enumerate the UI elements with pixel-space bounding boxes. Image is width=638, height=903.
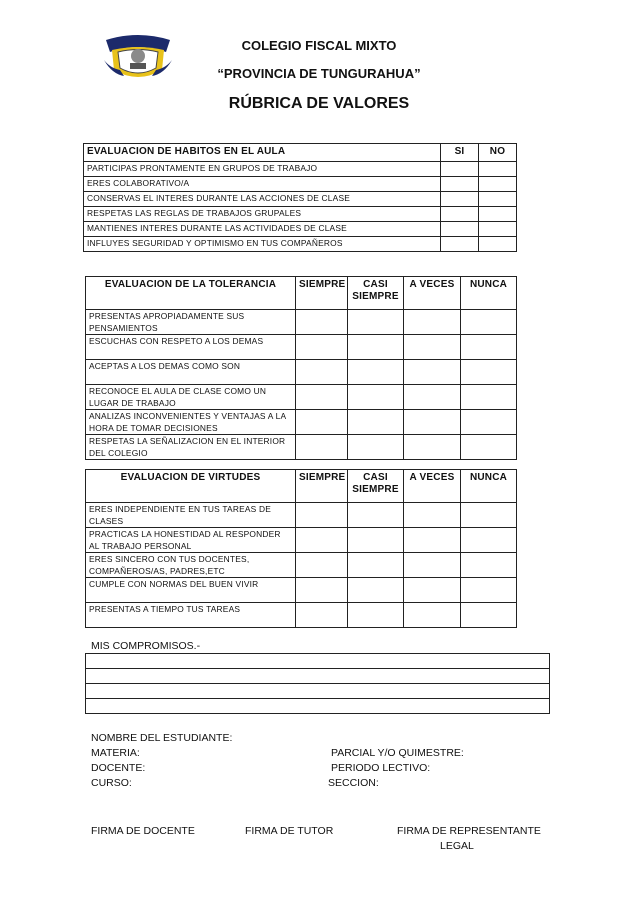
row-label: ERES SINCERO CON TUS DOCENTES, COMPAÑEROS/AS, PADRES,ETC: [86, 553, 296, 578]
teacher-signature: FIRMA DE DOCENTE: [91, 825, 195, 837]
checkbox-cell[interactable]: [296, 503, 348, 528]
checkbox-cell[interactable]: [461, 503, 517, 528]
commitment-line[interactable]: [86, 684, 550, 699]
table-row: [84, 177, 517, 192]
checkbox-cell[interactable]: [296, 578, 348, 603]
commitments-table: [85, 653, 550, 714]
table-row: [86, 310, 517, 335]
checkbox-cell[interactable]: [296, 310, 348, 335]
checkbox-cell[interactable]: [461, 435, 517, 460]
checkbox-cell[interactable]: [404, 360, 461, 385]
table-row: [86, 528, 517, 553]
checkbox-cell[interactable]: [404, 435, 461, 460]
row-label: ERES INDEPENDIENTE EN TUS TAREAS DE CLASES: [86, 503, 296, 528]
checkbox-cell[interactable]: [348, 603, 404, 628]
header-a-veces: A VECES: [404, 470, 461, 503]
subject-field: MATERIA:: [91, 747, 140, 759]
row-label: ERES COLABORATIVO/A: [84, 177, 441, 192]
checkbox-cell[interactable]: [348, 528, 404, 553]
table-row: [86, 385, 517, 410]
checkbox-cell[interactable]: [296, 603, 348, 628]
representative-signature-legal: LEGAL: [440, 840, 474, 852]
checkbox-cell[interactable]: [461, 603, 517, 628]
checkbox-cell[interactable]: [441, 162, 479, 177]
row-label: ESCUCHAS CON RESPETO A LOS DEMAS: [86, 335, 296, 360]
table-row: [86, 435, 517, 460]
checkbox-cell[interactable]: [461, 578, 517, 603]
checkbox-cell[interactable]: [348, 503, 404, 528]
table-row: [84, 222, 517, 237]
table-row: [86, 360, 517, 385]
commitments-label: MIS COMPROMISOS.-: [91, 640, 201, 652]
header-siempre: SIEMPRE: [296, 277, 348, 310]
checkbox-cell[interactable]: [296, 435, 348, 460]
checkbox-cell[interactable]: [461, 410, 517, 435]
header-no: NO: [479, 144, 517, 162]
checkbox-cell[interactable]: [348, 410, 404, 435]
checkbox-cell[interactable]: [479, 162, 517, 177]
commitment-line[interactable]: [86, 669, 550, 684]
tolerance-table: [85, 276, 517, 460]
checkbox-cell[interactable]: [461, 385, 517, 410]
checkbox-cell[interactable]: [404, 503, 461, 528]
section-field: SECCION:: [328, 777, 379, 789]
table-row: [86, 503, 517, 528]
row-label: CONSERVAS EL INTERES DURANTE LAS ACCIONES DE CLASE: [84, 192, 441, 207]
table-row: [86, 553, 517, 578]
checkbox-cell[interactable]: [404, 335, 461, 360]
checkbox-cell[interactable]: [348, 435, 404, 460]
header-nunca: NUNCA: [461, 277, 517, 310]
table-row: [86, 335, 517, 360]
table-row: [86, 410, 517, 435]
checkbox-cell[interactable]: [296, 528, 348, 553]
row-label: PRACTICAS LA HONESTIDAD AL RESPONDER AL TRABAJO PERSONAL: [86, 528, 296, 553]
checkbox-cell[interactable]: [404, 528, 461, 553]
checkbox-cell[interactable]: [461, 553, 517, 578]
row-label: RESPETAS LA SEÑALIZACION EN EL INTERIOR DEL COLEGIO: [86, 435, 296, 460]
checkbox-cell[interactable]: [479, 237, 517, 252]
checkbox-cell[interactable]: [441, 237, 479, 252]
checkbox-cell[interactable]: [404, 553, 461, 578]
checkbox-cell[interactable]: [296, 385, 348, 410]
header-siempre: SIEMPRE: [296, 470, 348, 503]
habits-table: [83, 143, 517, 252]
checkbox-cell[interactable]: [404, 385, 461, 410]
checkbox-cell[interactable]: [479, 222, 517, 237]
checkbox-cell[interactable]: [348, 360, 404, 385]
table-row: [84, 237, 517, 252]
table-row: [84, 192, 517, 207]
row-label: ACEPTAS A LOS DEMAS COMO SON: [86, 360, 296, 385]
checkbox-cell[interactable]: [348, 335, 404, 360]
teacher-field: DOCENTE:: [91, 762, 146, 774]
table-row: [86, 578, 517, 603]
row-label: RESPETAS LAS REGLAS DE TRABAJOS GRUPALES: [84, 207, 441, 222]
row-label: INFLUYES SEGURIDAD Y OPTIMISMO EN TUS COMPAÑEROS: [84, 237, 441, 252]
checkbox-cell[interactable]: [404, 310, 461, 335]
commitment-line[interactable]: [86, 699, 550, 714]
virtues-header: EVALUACION DE VIRTUDES: [86, 470, 296, 503]
checkbox-cell[interactable]: [296, 410, 348, 435]
representative-signature: FIRMA DE REPRESENTANTE: [397, 825, 541, 837]
habits-header: EVALUACION DE HABITOS EN EL AULA: [84, 144, 441, 162]
row-label: ANALIZAS INCONVENIENTES Y VENTAJAS A LA HORA DE TOMAR DECISIONES: [86, 410, 296, 435]
checkbox-cell[interactable]: [404, 603, 461, 628]
tolerance-header: EVALUACION DE LA TOLERANCIA: [86, 277, 296, 310]
checkbox-cell[interactable]: [479, 192, 517, 207]
province-name: “PROVINCIA DE TUNGURAHUA”: [217, 66, 421, 81]
checkbox-cell[interactable]: [348, 385, 404, 410]
partial-field: PARCIAL Y/O QUIMESTRE:: [331, 747, 464, 759]
checkbox-cell[interactable]: [441, 177, 479, 192]
virtues-table: [85, 469, 517, 628]
header-nunca: NUNCA: [461, 470, 517, 503]
checkbox-cell[interactable]: [296, 335, 348, 360]
row-label: RECONOCE EL AULA DE CLASE COMO UN LUGAR DE TRABAJO: [86, 385, 296, 410]
checkbox-cell[interactable]: [479, 207, 517, 222]
checkbox-cell[interactable]: [441, 222, 479, 237]
checkbox-cell[interactable]: [296, 360, 348, 385]
header-a-veces: A VECES: [404, 277, 461, 310]
row-label: PRESENTAS A TIEMPO TUS TAREAS: [86, 603, 296, 628]
checkbox-cell[interactable]: [348, 578, 404, 603]
row-label: MANTIENES INTERES DURANTE LAS ACTIVIDADES DE CLASE: [84, 222, 441, 237]
header-si: SI: [441, 144, 479, 162]
row-label: CUMPLE CON NORMAS DEL BUEN VIVIR: [86, 578, 296, 603]
tutor-signature: FIRMA DE TUTOR: [245, 825, 334, 837]
table-row: [84, 207, 517, 222]
checkbox-cell[interactable]: [296, 553, 348, 578]
checkbox-cell[interactable]: [348, 310, 404, 335]
table-row: [84, 162, 517, 177]
row-label: PRESENTAS APROPIADAMENTE SUS PENSAMIENTOS: [86, 310, 296, 335]
school-name: COLEGIO FISCAL MIXTO: [241, 38, 397, 53]
checkbox-cell[interactable]: [461, 310, 517, 335]
student-field: NOMBRE DEL ESTUDIANTE:: [91, 732, 233, 744]
checkbox-cell[interactable]: [404, 410, 461, 435]
table-row: [86, 603, 517, 628]
checkbox-cell[interactable]: [348, 553, 404, 578]
course-field: CURSO:: [91, 777, 132, 789]
checkbox-cell[interactable]: [461, 335, 517, 360]
checkbox-cell[interactable]: [461, 528, 517, 553]
header-casi-siempre: CASI SIEMPRE: [348, 277, 404, 310]
checkbox-cell[interactable]: [461, 360, 517, 385]
page-title: RÚBRICA DE VALORES: [228, 95, 410, 112]
checkbox-cell[interactable]: [404, 578, 461, 603]
checkbox-cell[interactable]: [441, 192, 479, 207]
checkbox-cell[interactable]: [479, 177, 517, 192]
header-casi-siempre: CASI SIEMPRE: [348, 470, 404, 503]
commitment-line[interactable]: [86, 654, 550, 669]
checkbox-cell[interactable]: [441, 207, 479, 222]
period-field: PERIODO LECTIVO:: [331, 762, 431, 774]
row-label: PARTICIPAS PRONTAMENTE EN GRUPOS DE TRABAJO: [84, 162, 441, 177]
